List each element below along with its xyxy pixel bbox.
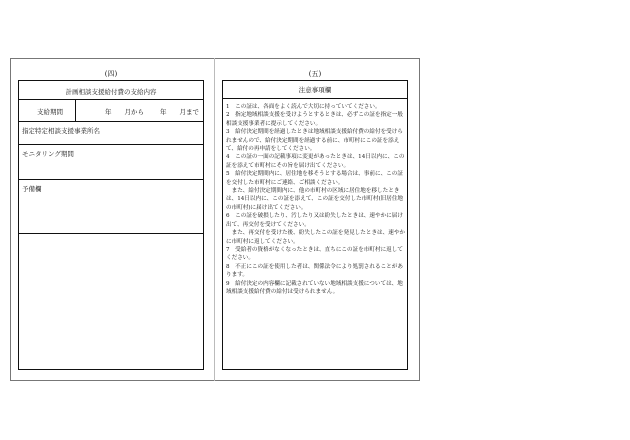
note-item: また、再交付を受けた後、紛失したこの証を発見したときは、速やかに市町村に返してください。 <box>226 230 406 245</box>
note-item: 9 給付決定の内容欄に記載されていない地域相談支援については、地域相談支援給付費の給付は受けられません。 <box>226 280 403 295</box>
period-row <box>19 100 203 122</box>
period-label: 支給期間 <box>37 108 63 116</box>
note-item: 1 この証は、各面をよく読んで大切に持っていてください。 <box>226 104 381 110</box>
note-item: 2 指定地域相談支援を受けようとするときは、必ずこの証を指定一般相談支援事業者に提示してください。 <box>226 112 403 127</box>
period-to: 年 月まで <box>160 108 199 116</box>
page-number-right: (五) <box>308 70 322 78</box>
note-item: 7 受給者の資格がなくなったときは、直ちにこの証を市町村に返してください。 <box>226 246 403 262</box>
office-row <box>19 122 203 145</box>
payment-title-row <box>19 81 203 100</box>
monitoring-row <box>19 145 203 180</box>
notes-list <box>226 103 406 296</box>
payment-title: 計画相談支援給付費の支給内容 <box>65 88 157 96</box>
note-item: 8 不正にこの証を使用した者は、関係法令により処罰されることがあります。 <box>226 263 403 279</box>
office-label: 指定特定相談支援事業所名 <box>22 127 100 135</box>
monitoring-label: モニタリング期間 <box>22 150 74 158</box>
note-item: 6 この証を破損したり、汚したり又は紛失したときは、速やかに届け出て、再交付を受けてください。 <box>226 213 403 228</box>
notes-panel <box>222 80 408 370</box>
reserve-label: 予備欄 <box>22 185 42 193</box>
payment-content-panel <box>18 80 204 370</box>
note-item: 3 給付決定期間を経過したときは地域相談支援給付費の給付を受けられませんので、給付決定期間を経過する前に、市町村にこの証を添えて、給付の再申請をしてください。 <box>226 129 403 153</box>
note-item: また、給付決定期間内に、他の市町村の区域に居住地を移したときは、14日以内に、この証を添えて、この証を交付した市町村(旧居住地の市町村)に届け出てください。 <box>226 188 404 211</box>
note-item: 5 給付決定期間内に、居住地を移そうとする場合は、事前に、この証を交付した市町村にご連絡、ご相談ください。 <box>226 171 403 186</box>
reserve-row <box>19 180 203 234</box>
notes-title: 注意事項欄 <box>223 81 407 99</box>
note-item: 4 この証の一面の記載事項に変更があったときは、14日以内に、この証を添えて市町村にその旨を届け出てください。 <box>226 154 405 169</box>
period-from: 年 月から <box>105 108 144 116</box>
fold-line <box>214 58 215 381</box>
page-number-left: (四) <box>104 70 118 78</box>
